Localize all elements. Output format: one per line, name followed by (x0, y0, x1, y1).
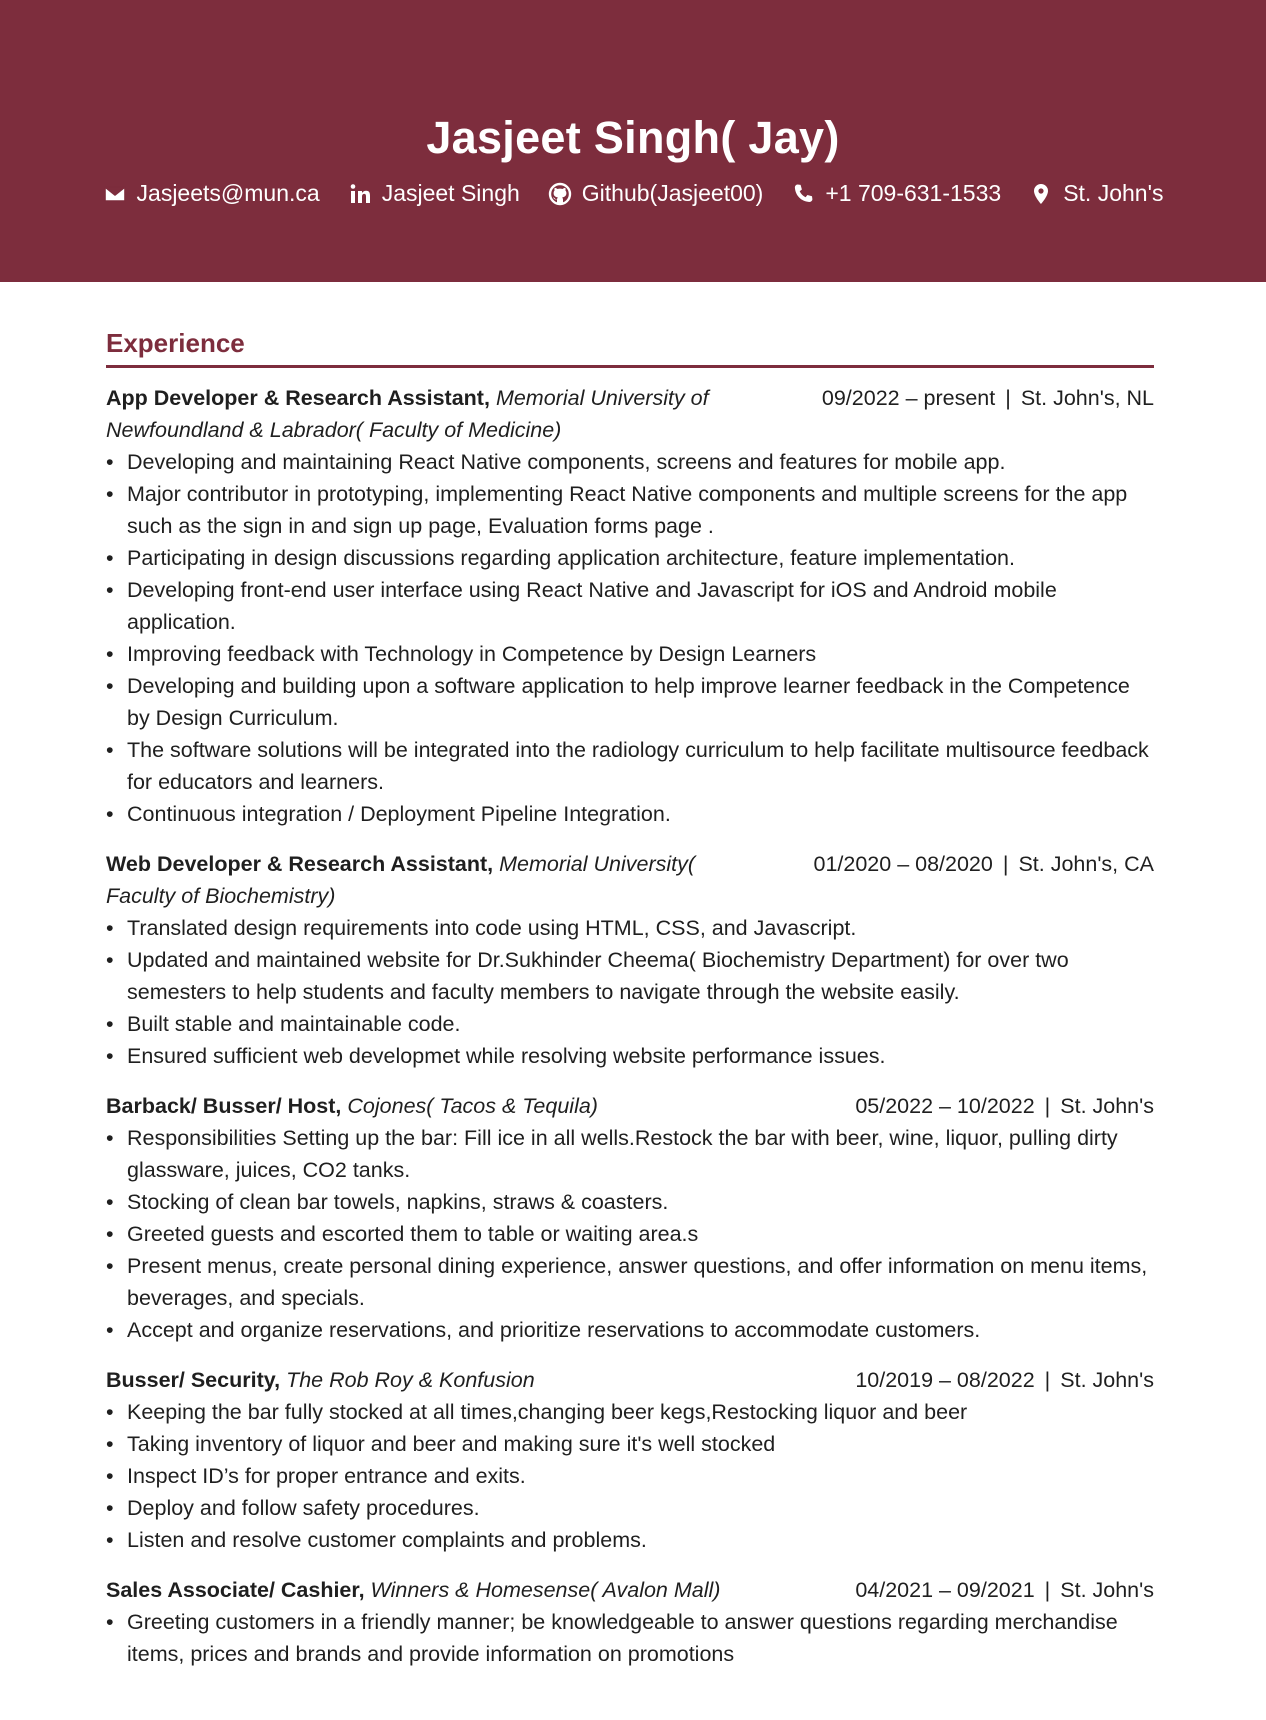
job-bullet: • Greeting customers in a friendly manner; be knowledgeable to answer questions regarding merchandise items, prices and brands and provide information on promotions (106, 1606, 1154, 1670)
job-bullet: • Listen and resolve customer complaints and problems. (106, 1524, 1154, 1556)
job-bullet: • Greeted guests and escorted them to table or waiting area.s (106, 1218, 1154, 1250)
job-bullet: • Taking inventory of liquor and beer and making sure it's well stocked (106, 1428, 1154, 1460)
phone-text: +1 709-631-1533 (825, 180, 1002, 206)
job-title-block (106, 848, 756, 912)
job-bullet: • Keeping the bar fully stocked at all times,changing beer kegs,Restocking liquor and beer (106, 1396, 1154, 1428)
experience-list (106, 382, 1154, 1670)
candidate-name: Jasjeet Singh( Jay) (426, 112, 840, 163)
job-header (106, 382, 1154, 446)
github-text: Github(Jasjeet00) (581, 180, 764, 206)
job-bullet: • Developing and building upon a software application to help improve learner feedback in the Competence by Design Curriculum. (106, 670, 1154, 734)
resume-body (106, 328, 1154, 1688)
job-organization: The Rob Roy & Konfusion (286, 1368, 535, 1392)
job-bullets (106, 446, 1154, 830)
job-bullet: • Ensured sufficient web developmet while resolving website performance issues. (106, 1040, 1154, 1072)
github-icon (548, 182, 572, 206)
job-header (106, 848, 1154, 912)
job-bullet: • Stocking of clean bar towels, napkins, straws & coasters. (106, 1186, 1154, 1218)
job-role: App Developer & Research Assistant, (106, 386, 490, 410)
job-bullet: • Built stable and maintainable code. (106, 1008, 1154, 1040)
job-entry (106, 1364, 1154, 1556)
job-role: Sales Associate/ Cashier, (106, 1578, 365, 1602)
meta-separator: | (1044, 1094, 1051, 1118)
job-bullets (106, 1122, 1154, 1346)
job-entry (106, 1574, 1154, 1670)
job-bullets (106, 1606, 1154, 1670)
job-title-block (106, 1090, 756, 1122)
job-bullet: • Major contributor in prototyping, implementing React Native components and multiple screens for the app such as the sign in and sign up page, Evaluation forms page . (106, 478, 1154, 542)
location-icon (1029, 182, 1053, 206)
contact-linkedin[interactable] (348, 180, 520, 207)
job-bullet: • Present menus, create personal dining experience, answer questions, and offer information on menu items, beverages, and specials. (106, 1250, 1154, 1314)
job-location: St. John's (1060, 1578, 1154, 1602)
job-meta (855, 1090, 1154, 1122)
job-bullet: • The software solutions will be integrated into the radiology curriculum to help facilitate multisource feedback for educators and learners. (106, 734, 1154, 798)
linkedin-text: Jasjeet Singh (381, 180, 520, 206)
job-dates: 04/2021 – 09/2021 (855, 1578, 1035, 1602)
experience-heading: Experience (106, 328, 1154, 368)
job-bullet: • Deploy and follow safety procedures. (106, 1492, 1154, 1524)
job-location: St. John's (1060, 1094, 1154, 1118)
job-organization: Memorial University of Newfoundland & Labrador( Faculty of Medicine) (106, 386, 709, 442)
job-location: St. John's (1060, 1368, 1154, 1392)
job-meta (855, 1364, 1154, 1396)
job-location: St. John's, CA (1018, 852, 1154, 876)
job-location: St. John's, NL (1020, 386, 1154, 410)
job-meta (814, 848, 1155, 880)
job-bullet: • Improving feedback with Technology in Competence by Design Learners (106, 638, 1154, 670)
job-role: Busser/ Security, (106, 1368, 281, 1392)
meta-separator: | (1005, 386, 1011, 410)
meta-separator: | (1044, 1578, 1051, 1602)
location-text: St. John's (1063, 180, 1164, 206)
contact-phone[interactable] (791, 180, 1001, 207)
contact-email[interactable] (103, 180, 320, 207)
email-icon (103, 182, 127, 206)
job-bullet: • Developing front-end user interface using React Native and Javascript for iOS and Android mobile application. (106, 574, 1154, 638)
job-entry (106, 1090, 1154, 1346)
job-entry (106, 848, 1154, 1072)
job-role: Barback/ Busser/ Host, (106, 1094, 342, 1118)
job-organization: Cojones( Tacos & Tequila) (347, 1094, 598, 1118)
job-role: Web Developer & Research Assistant, (106, 852, 494, 876)
contact-location[interactable] (1029, 180, 1163, 207)
job-title-block (106, 1364, 756, 1396)
job-bullets (106, 912, 1154, 1072)
job-header (106, 1090, 1154, 1122)
meta-separator: | (1044, 1368, 1051, 1392)
phone-icon (791, 182, 815, 206)
job-bullet: • Developing and maintaining React Native components, screens and features for mobile app. (106, 446, 1154, 478)
job-title-block (106, 1574, 756, 1606)
job-organization: Memorial University( Faculty of Biochemistry) (106, 852, 696, 908)
email-text: Jasjeets@mun.ca (136, 180, 320, 206)
job-bullet: • Translated design requirements into code using HTML, CSS, and Javascript. (106, 912, 1154, 944)
job-bullet: • Participating in design discussions regarding application architecture, feature implementation. (106, 542, 1154, 574)
job-bullet: • Continuous integration / Deployment Pipeline Integration. (106, 798, 1154, 830)
job-title-block (106, 382, 756, 446)
contact-bar (0, 180, 1266, 207)
job-bullet: • Responsibilities Setting up the bar: Fill ice in all wells.Restock the bar with beer, wine, liquor, pulling dirty glassware, juices, CO2 tanks. (106, 1122, 1154, 1186)
job-dates: 09/2022 – present (821, 386, 996, 410)
job-bullet: • Accept and organize reservations, and prioritize reservations to accommodate customers. (106, 1314, 1154, 1346)
job-bullets (106, 1396, 1154, 1556)
job-header (106, 1574, 1154, 1606)
job-bullet: • Updated and maintained website for Dr.Sukhinder Cheema( Biochemistry Department) for over two semesters to help students and faculty members to navigate through the website easily. (106, 944, 1154, 1008)
job-entry (106, 382, 1154, 830)
job-header (106, 1364, 1154, 1396)
job-bullet: • Inspect ID’s for proper entrance and exits. (106, 1460, 1154, 1492)
resume-header (0, 0, 1266, 282)
job-meta (855, 1574, 1154, 1606)
linkedin-icon (348, 182, 372, 206)
job-dates: 05/2022 – 10/2022 (855, 1094, 1035, 1118)
job-meta (822, 382, 1154, 414)
contact-github[interactable] (548, 180, 764, 207)
job-dates: 01/2020 – 08/2020 (813, 852, 993, 876)
meta-separator: | (1002, 852, 1009, 876)
job-organization: Winners & Homesense( Avalon Mall) (370, 1578, 721, 1602)
job-dates: 10/2019 – 08/2022 (855, 1368, 1035, 1392)
